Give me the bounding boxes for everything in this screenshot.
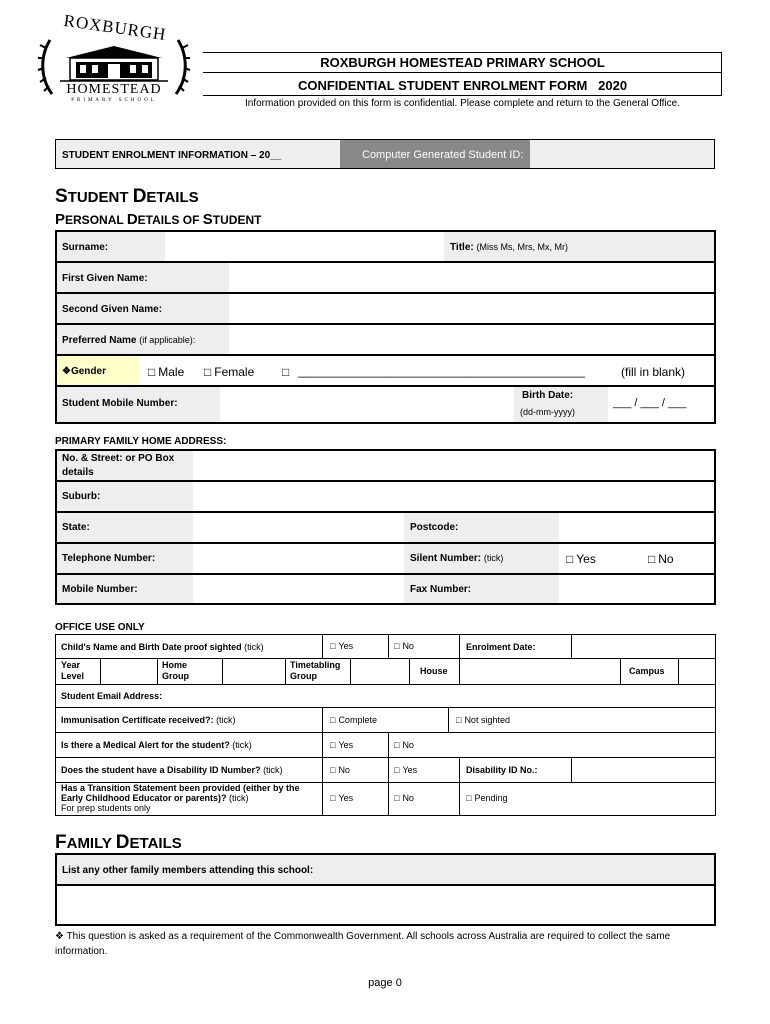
state-label: State: bbox=[62, 522, 90, 533]
surname-label: Surname: bbox=[62, 242, 109, 253]
office-use-heading: OFFICE USE ONLY bbox=[55, 622, 145, 633]
col-divider bbox=[620, 658, 621, 684]
immunisation-label: Immunisation Certificate received?: (tick) bbox=[61, 715, 236, 725]
logo-top-text: ROXBURGH bbox=[62, 10, 168, 45]
col-divider bbox=[388, 634, 389, 658]
header-bottom-rule bbox=[203, 95, 722, 96]
col-divider bbox=[388, 732, 389, 816]
row-divider bbox=[55, 354, 716, 356]
silent-yes-checkbox[interactable]: □ Yes bbox=[566, 552, 596, 566]
silent-number-label: Silent Number: (tick) bbox=[410, 553, 504, 564]
title-label: Title: (Miss Ms, Mrs, Mx, Mr) bbox=[450, 242, 568, 253]
home-group-label: Home Group bbox=[162, 660, 189, 681]
col-divider bbox=[409, 658, 410, 684]
logo-bottom-text: HOMESTEAD bbox=[66, 82, 162, 97]
mobile-number-label: Mobile Number: bbox=[62, 584, 138, 595]
medical-no-checkbox[interactable]: □ No bbox=[394, 740, 414, 750]
house-label: House bbox=[420, 666, 448, 676]
second-name-label: Second Given Name: bbox=[62, 304, 163, 315]
street-label: No. & Street: or PO Box details bbox=[62, 453, 175, 478]
medical-alert-label: Is there a Medical Alert for the student? (tick) bbox=[61, 740, 252, 750]
suburb-label: Suburb: bbox=[62, 491, 101, 502]
disability-no-checkbox[interactable]: □ No bbox=[330, 765, 350, 775]
surname-input[interactable] bbox=[166, 232, 444, 261]
transition-yes-checkbox[interactable]: □ Yes bbox=[330, 793, 353, 803]
house-input[interactable] bbox=[460, 659, 620, 684]
col-divider bbox=[322, 707, 323, 816]
preferred-name-input[interactable] bbox=[230, 325, 714, 354]
col-divider bbox=[448, 707, 449, 732]
street-input[interactable] bbox=[194, 451, 714, 480]
proof-yes-checkbox[interactable]: □ Yes bbox=[330, 641, 353, 651]
logo-sub-text: PRIMARY SCHOOL bbox=[71, 98, 157, 103]
family-members-label: List any other family members attending this school: bbox=[62, 865, 314, 876]
campus-label: Campus bbox=[629, 666, 665, 676]
preferred-name-label: Preferred Name (if applicable): bbox=[62, 335, 196, 346]
postcode-label: Postcode: bbox=[410, 522, 459, 533]
school-name: ROXBURGH HOMESTEAD PRIMARY SCHOOL bbox=[320, 55, 605, 70]
student-mobile-label: Student Mobile Number: bbox=[62, 398, 178, 409]
home-address-heading: PRIMARY FAMILY HOME ADDRESS: bbox=[55, 436, 227, 447]
student-email-label: Student Email Address: bbox=[61, 691, 163, 701]
col-divider bbox=[459, 634, 460, 658]
suburb-input[interactable] bbox=[194, 482, 714, 511]
col-divider bbox=[157, 658, 158, 684]
telephone-label: Telephone Number: bbox=[62, 553, 156, 564]
first-name-label: First Given Name: bbox=[62, 273, 148, 284]
timetabling-group-label: Timetabling Group bbox=[290, 660, 341, 681]
gender-other-blank[interactable]: ___________________________________________ bbox=[298, 364, 585, 378]
star-icon: ❖ bbox=[55, 931, 64, 942]
row-divider bbox=[55, 732, 716, 733]
gender-other-checkbox[interactable] bbox=[282, 365, 292, 379]
gender-male-checkbox[interactable]: □ Male bbox=[148, 365, 184, 379]
disability-label: Does the student have a Disability ID Number? (tick) bbox=[61, 765, 283, 775]
gender-label: ❖Gender bbox=[62, 366, 106, 377]
star-icon: ❖ bbox=[62, 366, 71, 377]
state-input[interactable] bbox=[194, 513, 403, 542]
proof-no-checkbox[interactable]: □ No bbox=[394, 641, 414, 651]
first-name-input[interactable] bbox=[230, 263, 714, 292]
col-divider bbox=[322, 634, 323, 658]
enrolment-date-label: Enrolment Date: bbox=[466, 642, 536, 652]
family-members-input[interactable] bbox=[57, 886, 714, 924]
transition-pending-checkbox[interactable]: □ Pending bbox=[466, 793, 507, 803]
student-id-field[interactable] bbox=[531, 140, 714, 168]
header-top-rule bbox=[203, 52, 722, 53]
fill-in-blank-label: (fill in blank) bbox=[621, 365, 686, 379]
birth-date-format: (dd-mm-yyyy) bbox=[520, 407, 575, 417]
form-title: CONFIDENTIAL STUDENT ENROLMENT FORM 2020 bbox=[297, 78, 628, 93]
header-mid-rule bbox=[203, 72, 722, 73]
year-level-input[interactable] bbox=[101, 659, 157, 684]
mobile-number-input[interactable] bbox=[194, 575, 403, 603]
transition-note: For prep students only bbox=[61, 803, 151, 813]
student-email-input[interactable] bbox=[200, 685, 715, 707]
immunisation-not-sighted-checkbox[interactable]: □ Not sighted bbox=[456, 715, 510, 725]
student-mobile-input[interactable] bbox=[221, 387, 513, 422]
enrolment-date-input[interactable] bbox=[572, 635, 715, 658]
row-divider bbox=[55, 707, 716, 708]
school-logo bbox=[36, 10, 192, 104]
info-text: Information provided on this form is confidential. Please complete and return to the General Office. bbox=[244, 98, 681, 109]
fax-input[interactable] bbox=[560, 575, 714, 603]
campus-input[interactable] bbox=[679, 659, 715, 684]
year-level-label: Year Level bbox=[61, 660, 85, 681]
transition-no-checkbox[interactable]: □ No bbox=[394, 793, 414, 803]
col-divider bbox=[459, 757, 460, 816]
disability-id-input[interactable] bbox=[572, 758, 715, 782]
gender-female-checkbox[interactable]: □ Female bbox=[204, 365, 254, 379]
disability-yes-checkbox[interactable]: □ Yes bbox=[394, 765, 417, 775]
enrolment-info-label: STUDENT ENROLMENT INFORMATION – 20__ bbox=[62, 150, 282, 161]
second-name-input[interactable] bbox=[230, 294, 714, 323]
timetabling-group-input[interactable] bbox=[351, 659, 409, 684]
student-id-label: Computer Generated Student ID: bbox=[362, 149, 524, 161]
page-number: page 0 bbox=[368, 977, 402, 989]
birth-date-label: Birth Date: bbox=[522, 390, 574, 401]
silent-no-checkbox[interactable]: □ No bbox=[648, 552, 674, 566]
postcode-input[interactable] bbox=[560, 513, 714, 542]
home-group-input[interactable] bbox=[223, 659, 285, 684]
government-note: ❖ This question is asked as a requirement of the Commonwealth Government. All schools across Australia are required to collect the same information. bbox=[55, 931, 671, 957]
proof-sighted-label: Child's Name and Birth Date proof sighted (tick) bbox=[61, 642, 264, 652]
telephone-input[interactable] bbox=[194, 544, 403, 573]
student-details-heading: STUDENT DETAILS bbox=[55, 186, 199, 207]
transition-label: Has a Transition Statement been provided (either by the Early Childhood Educator or parents)? (tick) For prep students only bbox=[61, 783, 300, 813]
fax-label: Fax Number: bbox=[410, 584, 472, 595]
medical-yes-checkbox[interactable]: □ Yes bbox=[330, 740, 353, 750]
immunisation-complete-checkbox[interactable]: □ Complete bbox=[330, 715, 377, 725]
birth-date-input[interactable]: ___ / ___ / ___ bbox=[613, 397, 687, 409]
col-divider bbox=[285, 658, 286, 684]
disability-id-label: Disability ID No.: bbox=[466, 765, 538, 775]
personal-details-heading: PERSONAL DETAILS OF STUDENT bbox=[55, 211, 262, 228]
family-details-heading: FAMILY DETAILS bbox=[55, 832, 182, 853]
